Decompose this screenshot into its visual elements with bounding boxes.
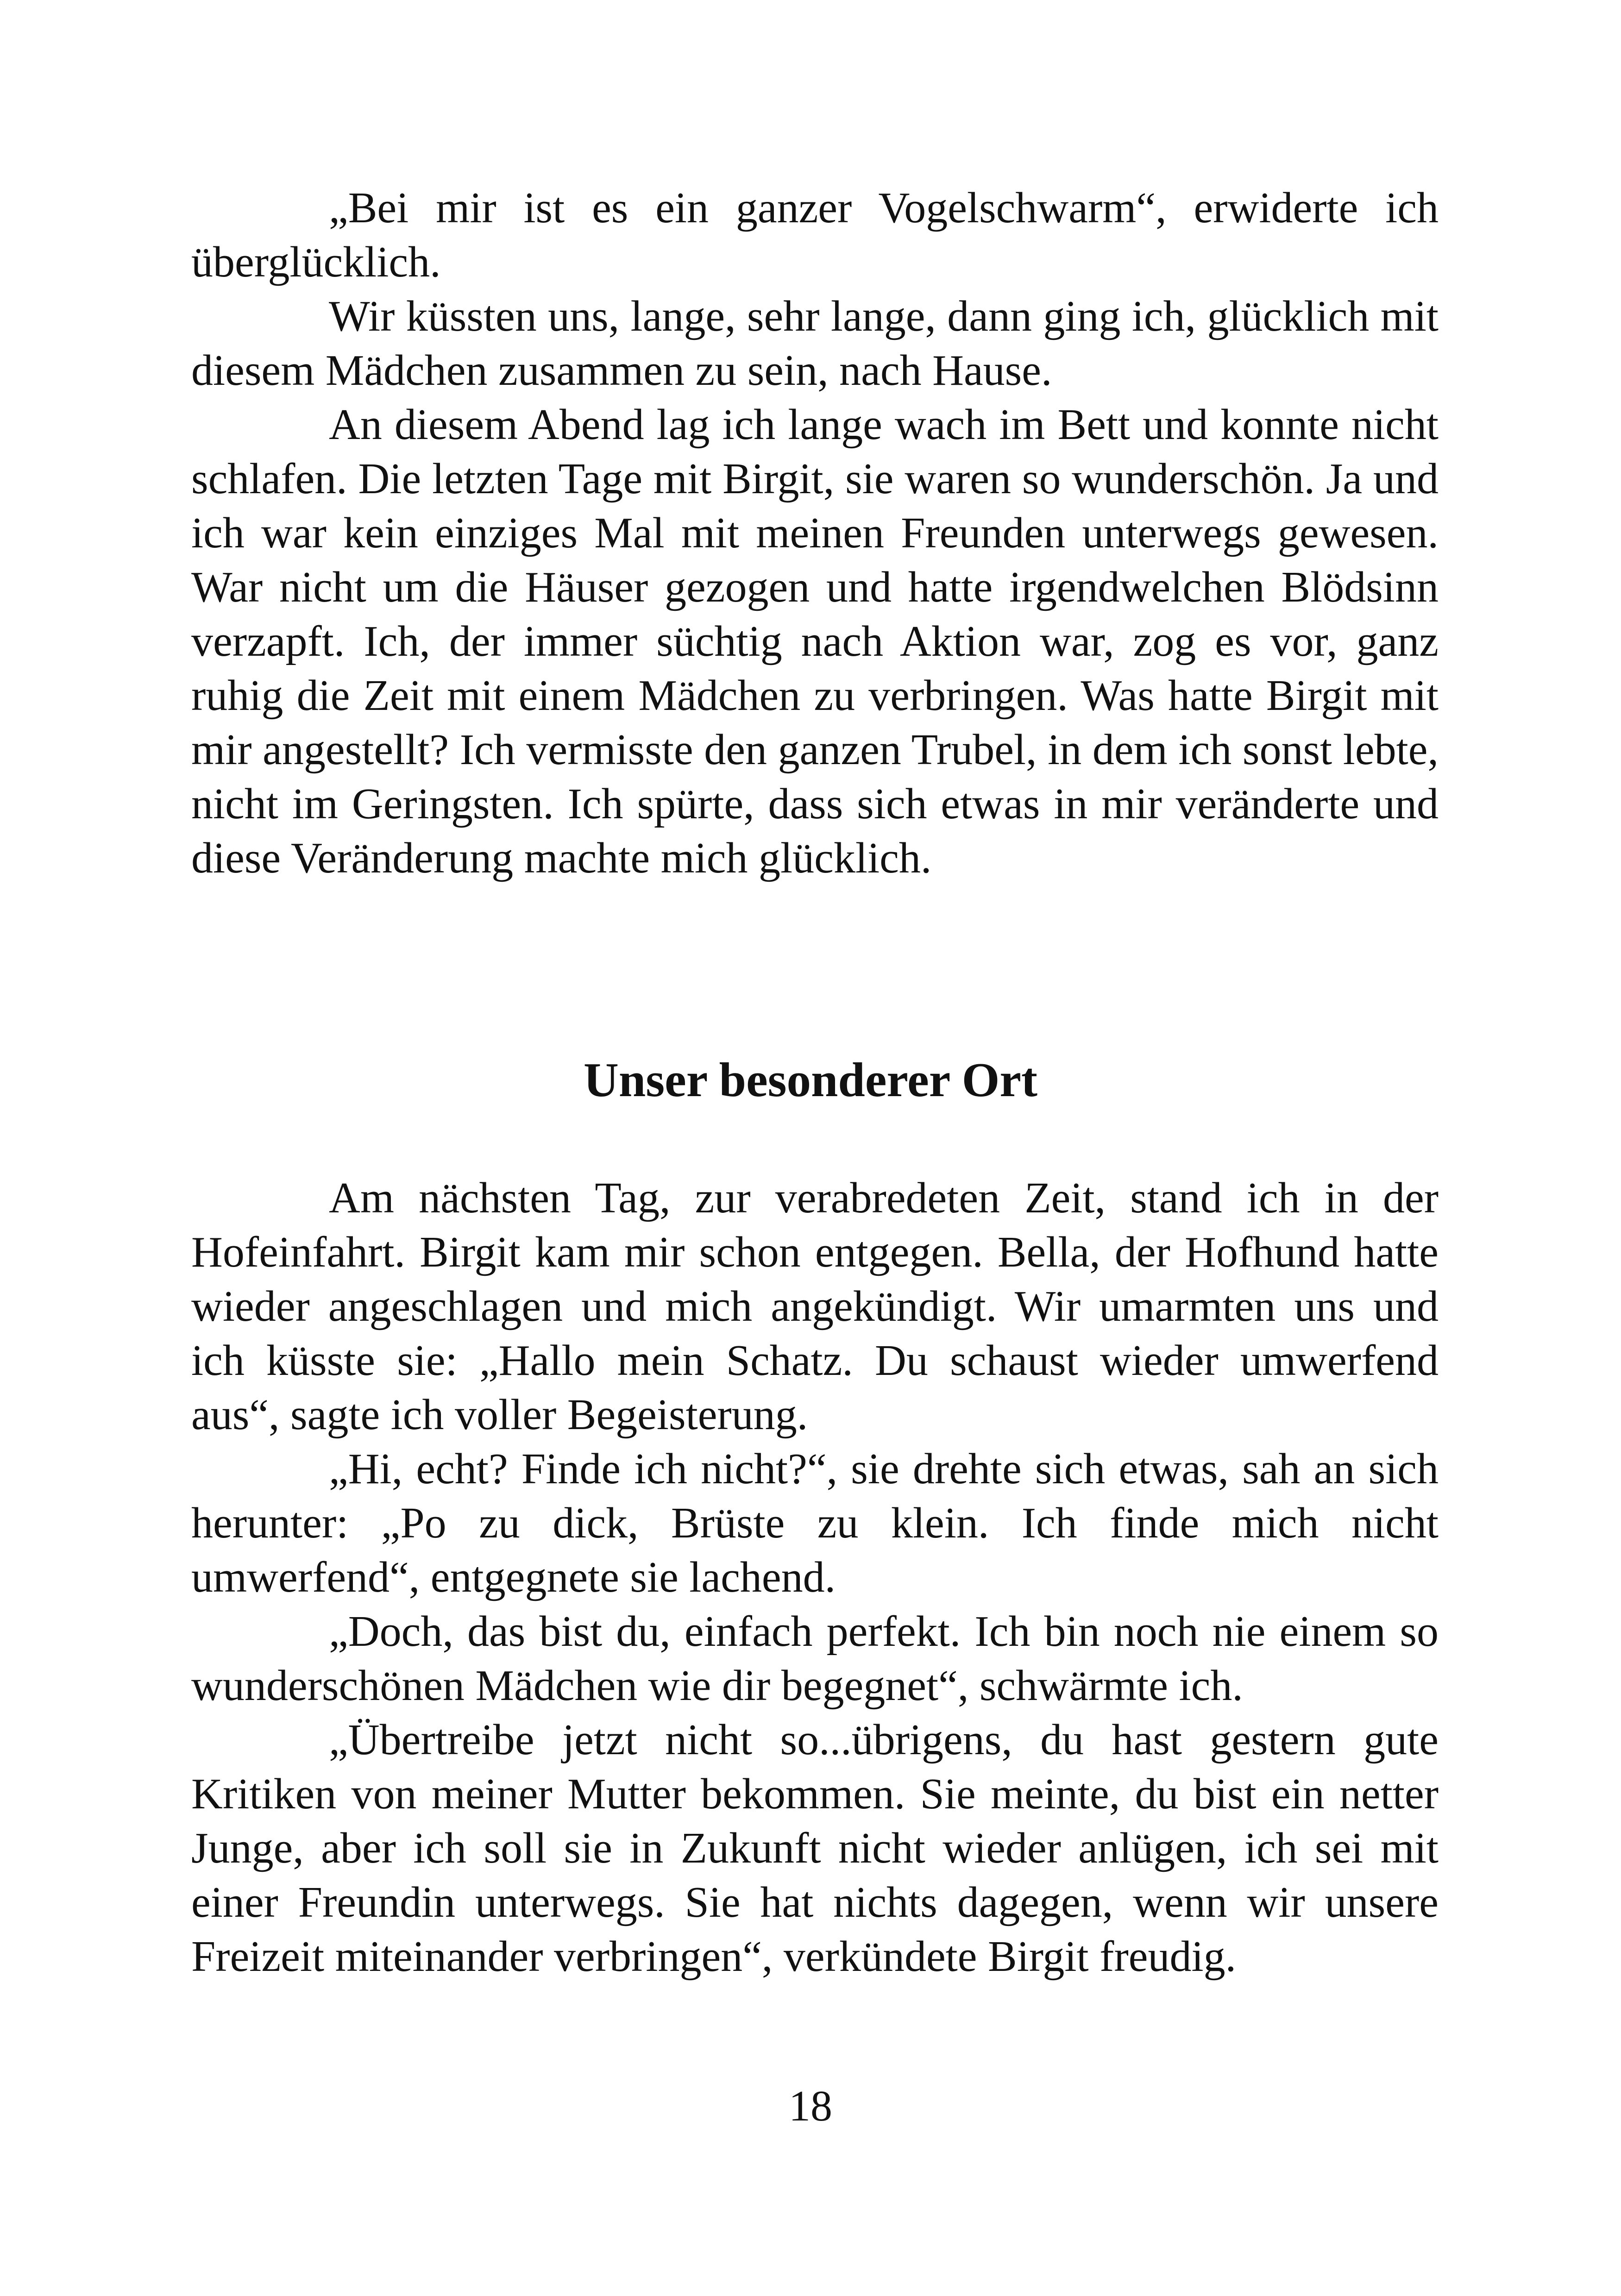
text-block-bottom	[191, 1171, 1439, 1984]
text-block-top	[191, 181, 1439, 885]
paragraph: „Doch, das bist du, einfach perfekt. Ich bin noch nie einem so wunderschönen Mädchen wie dir begegnet“, schwärmte ich.	[191, 1607, 1439, 1710]
paragraph: „Hi, echt? Finde ich nicht?“, sie drehte sich etwas, sah an sich herunter: „Po zu dick, Brüste zu klein. Ich finde mich nicht umwerfend“, entgegnete sie lachend.	[191, 1445, 1439, 1601]
paragraph: Wir küssten uns, lange, sehr lange, dann ging ich, glücklich mit diesem Mädchen zusammen zu sein, nach Hause.	[191, 292, 1439, 395]
paragraph: „Bei mir ist es ein ganzer Vogelschwarm“, erwiderte ich überglücklich.	[191, 184, 1439, 286]
paragraph: An diesem Abend lag ich lange wach im Bett und konnte nicht schlafen. Die letzten Tage mit Birgit, sie waren so wunderschön. Ja und ich war kein einziges Mal mit meinen Freunden unterwegs gewesen. War nicht um die Häuser gezogen und hatte irgendwelchen Blödsinn verzapft. Ich, der immer süchtig nach Aktion war, zog es vor, ganz ruhig die Zeit mit einem Mädchen zu verbringen. Was hatte Birgit mit mir angestellt? Ich vermisste den ganzen Trubel, in dem ich sonst lebte, nicht im Geringsten. Ich spürte, dass sich etwas in mir veränderte und diese Veränderung machte mich glücklich.	[191, 401, 1439, 882]
chapter-title: Unser besonderer Ort	[584, 1053, 1037, 1107]
page-number: 18	[789, 2082, 832, 2130]
paragraph: Am nächsten Tag, zur verabredeten Zeit, stand ich in der Hofeinfahrt. Birgit kam mir schon entgegen. Bella, der Hofhund hatte wieder angeschlagen und mich angekündigt. Wir umarmten uns und ich küsste sie: „Hallo mein Schatz. Du schaust wieder umwerfend aus“, sagte ich voller Begeisterung.	[191, 1174, 1439, 1439]
paragraph: „Übertreibe jetzt nicht so...übrigens, du hast gestern gute Kritiken von meiner Mutter bekommen. Sie meinte, du bist ein netter Junge, aber ich soll sie in Zukunft nicht wieder anlügen, ich sei mit einer Freundin unterwegs. Sie hat nichts dagegen, wenn wir unsere Freizeit miteinander verbringen“, verkündete Birgit freudig.	[191, 1716, 1439, 1981]
